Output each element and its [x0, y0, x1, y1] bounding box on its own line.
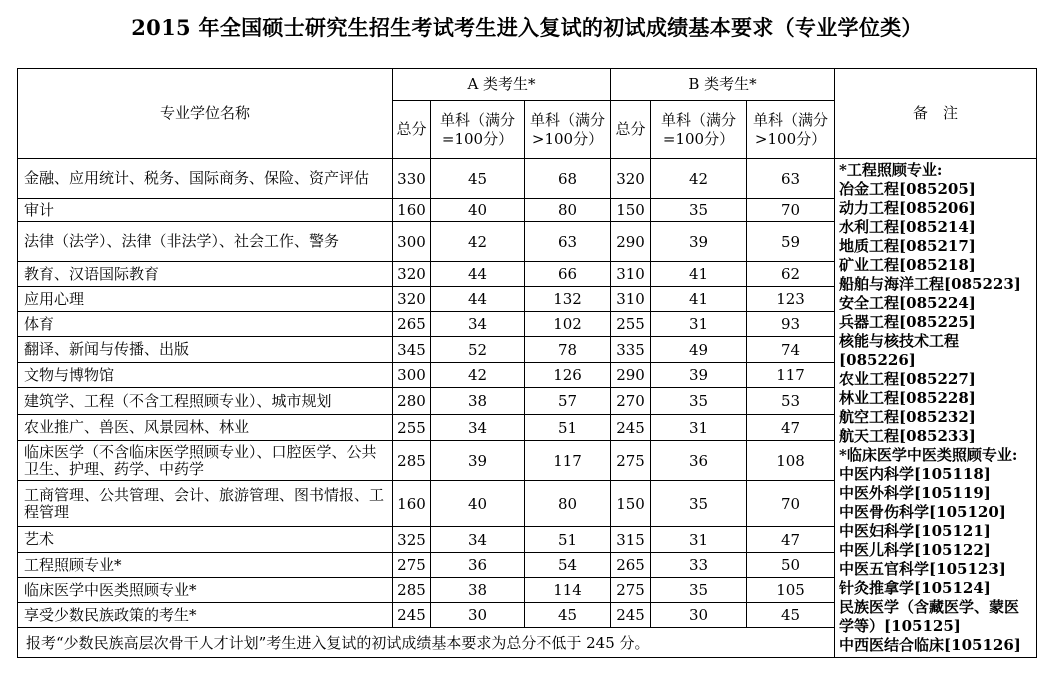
a-single-100-score: 38 [431, 388, 525, 415]
a-total-score: 285 [393, 578, 431, 603]
note-line: 中西医结合临床[105126] [839, 636, 1021, 654]
a-total-score: 325 [393, 527, 431, 553]
b-single-gt100-score: 74 [747, 337, 835, 363]
b-single-100-score: 35 [651, 388, 747, 415]
a-single-100-score: 42 [431, 363, 525, 388]
note-line: 民族医学（含藏医学、蒙医学等）[105125] [839, 598, 1020, 635]
b-single-100-score: 41 [651, 262, 747, 287]
a-single-100-score: 42 [431, 222, 525, 262]
a-single-gt100-score: 80 [525, 199, 611, 222]
b-single-gt100-score: 93 [747, 312, 835, 337]
major-name: 建筑学、工程（不含工程照顾专业）、城市规划 [18, 388, 393, 415]
note-line: 动力工程[085206] [839, 199, 976, 217]
b-single-gt100-score: 108 [747, 441, 835, 481]
note-line: 水利工程[085214] [839, 218, 976, 236]
a-total-score: 300 [393, 222, 431, 262]
a-single-100-score: 39 [431, 441, 525, 481]
note-line: *工程照顾专业: [839, 161, 943, 179]
header-a-total: 总分 [393, 101, 431, 159]
b-total-score: 265 [611, 553, 651, 578]
note-line: 核能与核技术工程 [839, 332, 960, 350]
note-line: 安全工程[085224] [839, 294, 976, 312]
a-single-100-score: 44 [431, 287, 525, 312]
a-single-100-score: 40 [431, 481, 525, 527]
b-total-score: 335 [611, 337, 651, 363]
b-single-gt100-score: 70 [747, 199, 835, 222]
major-name: 临床医学（不含临床医学照顾专业）、口腔医学、公共卫生、护理、药学、中药学 [18, 441, 393, 481]
note-line: 中医骨伤科学[105120] [839, 503, 1006, 521]
a-single-gt100-score: 54 [525, 553, 611, 578]
b-total-score: 245 [611, 415, 651, 441]
notes-cell [835, 159, 1037, 658]
note-line: 中医内科学[105118] [839, 465, 991, 483]
a-total-score: 285 [393, 441, 431, 481]
b-total-score: 270 [611, 388, 651, 415]
a-single-100-score: 34 [431, 527, 525, 553]
header-group-b: B 类考生* [611, 69, 835, 101]
a-single-gt100-score: 57 [525, 388, 611, 415]
note-line: 船舶与海洋工程[085223] [839, 275, 1021, 293]
note-line: 针灸推拿学[105124] [839, 579, 991, 597]
b-total-score: 275 [611, 578, 651, 603]
major-name: 教育、汉语国际教育 [18, 262, 393, 287]
header-b-single-100: 单科（满分=100分） [651, 101, 747, 159]
note-line: 兵器工程[085225] [839, 313, 976, 331]
b-single-gt100-score: 63 [747, 159, 835, 199]
a-total-score: 245 [393, 603, 431, 628]
b-total-score: 310 [611, 287, 651, 312]
a-total-score: 280 [393, 388, 431, 415]
b-total-score: 290 [611, 222, 651, 262]
b-total-score: 150 [611, 199, 651, 222]
a-total-score: 255 [393, 415, 431, 441]
b-single-100-score: 30 [651, 603, 747, 628]
a-single-100-score: 34 [431, 415, 525, 441]
note-line: 航空工程[085232] [839, 408, 976, 426]
a-single-gt100-score: 45 [525, 603, 611, 628]
b-single-gt100-score: 62 [747, 262, 835, 287]
b-single-100-score: 39 [651, 363, 747, 388]
b-total-score: 245 [611, 603, 651, 628]
note-line: 冶金工程[085205] [839, 180, 976, 198]
major-name: 体育 [18, 312, 393, 337]
a-total-score: 160 [393, 481, 431, 527]
major-name: 享受少数民族政策的考生* [18, 603, 393, 628]
a-total-score: 160 [393, 199, 431, 222]
a-single-100-score: 45 [431, 159, 525, 199]
b-total-score: 315 [611, 527, 651, 553]
b-single-100-score: 33 [651, 553, 747, 578]
b-single-100-score: 31 [651, 312, 747, 337]
a-single-gt100-score: 63 [525, 222, 611, 262]
b-single-gt100-score: 50 [747, 553, 835, 578]
b-single-100-score: 35 [651, 199, 747, 222]
major-name: 艺术 [18, 527, 393, 553]
b-single-100-score: 35 [651, 481, 747, 527]
b-single-gt100-score: 47 [747, 415, 835, 441]
note-line: 中医五官科学[105123] [839, 560, 1006, 578]
b-total-score: 150 [611, 481, 651, 527]
b-total-score: 310 [611, 262, 651, 287]
document-title: 2015 年全国硕士研究生招生考试考生进入复试的初试成绩基本要求（专业学位类） [131, 15, 923, 40]
a-single-100-score: 44 [431, 262, 525, 287]
a-single-100-score: 34 [431, 312, 525, 337]
note-line: 中医外科学[105119] [839, 484, 991, 502]
a-single-100-score: 40 [431, 199, 525, 222]
note-line: 航天工程[085233] [839, 427, 976, 445]
b-total-score: 290 [611, 363, 651, 388]
b-single-100-score: 41 [651, 287, 747, 312]
a-total-score: 345 [393, 337, 431, 363]
note-line: 农业工程[085227] [839, 370, 976, 388]
table-row [18, 159, 1037, 199]
note-line: 地质工程[085217] [839, 237, 976, 255]
a-single-gt100-score: 126 [525, 363, 611, 388]
b-single-gt100-score: 123 [747, 287, 835, 312]
b-single-gt100-score: 53 [747, 388, 835, 415]
a-single-gt100-score: 51 [525, 415, 611, 441]
b-single-100-score: 31 [651, 527, 747, 553]
header-notes: 备 注 [835, 69, 1037, 159]
a-single-gt100-score: 51 [525, 527, 611, 553]
b-total-score: 275 [611, 441, 651, 481]
a-single-100-score: 38 [431, 578, 525, 603]
b-single-gt100-score: 59 [747, 222, 835, 262]
note-line: *临床医学中医类照顾专业: [839, 446, 1018, 464]
note-line: 中医妇科学[105121] [839, 522, 991, 540]
b-total-score: 255 [611, 312, 651, 337]
b-single-100-score: 39 [651, 222, 747, 262]
b-single-100-score: 36 [651, 441, 747, 481]
b-single-gt100-score: 117 [747, 363, 835, 388]
major-name: 临床医学中医类照顾专业* [18, 578, 393, 603]
header-b-single-gt100: 单科（满分>100分） [747, 101, 835, 159]
major-name: 应用心理 [18, 287, 393, 312]
a-single-gt100-score: 78 [525, 337, 611, 363]
score-table [17, 68, 1037, 658]
a-total-score: 275 [393, 553, 431, 578]
a-total-score: 320 [393, 287, 431, 312]
major-name: 翻译、新闻与传播、出版 [18, 337, 393, 363]
a-total-score: 265 [393, 312, 431, 337]
a-single-gt100-score: 117 [525, 441, 611, 481]
note-line: 林业工程[085228] [839, 389, 976, 407]
b-single-100-score: 49 [651, 337, 747, 363]
note-line: 中医儿科学[105122] [839, 541, 991, 559]
b-single-gt100-score: 105 [747, 578, 835, 603]
a-single-gt100-score: 66 [525, 262, 611, 287]
a-single-gt100-score: 114 [525, 578, 611, 603]
header-a-single-gt100: 单科（满分>100分） [525, 101, 611, 159]
a-total-score: 300 [393, 363, 431, 388]
b-single-gt100-score: 47 [747, 527, 835, 553]
header-group-a: A 类考生* [393, 69, 611, 101]
b-single-100-score: 31 [651, 415, 747, 441]
a-single-gt100-score: 80 [525, 481, 611, 527]
a-single-100-score: 30 [431, 603, 525, 628]
b-single-100-score: 35 [651, 578, 747, 603]
a-total-score: 330 [393, 159, 431, 199]
b-single-gt100-score: 70 [747, 481, 835, 527]
major-name: 农业推广、兽医、风景园林、林业 [18, 415, 393, 441]
a-single-gt100-score: 132 [525, 287, 611, 312]
footnote: 报考“少数民族高层次骨干人才计划”考生进入复试的初试成绩基本要求为总分不低于 245 分。 [18, 628, 835, 658]
a-single-100-score: 52 [431, 337, 525, 363]
major-name: 金融、应用统计、税务、国际商务、保险、资产评估 [18, 159, 393, 199]
major-name: 工商管理、公共管理、会计、旅游管理、图书情报、工程管理 [18, 481, 393, 527]
header-a-single-100: 单科（满分=100分） [431, 101, 525, 159]
major-name: 审计 [18, 199, 393, 222]
a-single-100-score: 36 [431, 553, 525, 578]
a-total-score: 320 [393, 262, 431, 287]
b-total-score: 320 [611, 159, 651, 199]
header-major-name: 专业学位名称 [18, 69, 393, 159]
header-b-total: 总分 [611, 101, 651, 159]
a-single-gt100-score: 68 [525, 159, 611, 199]
b-single-gt100-score: 45 [747, 603, 835, 628]
a-single-gt100-score: 102 [525, 312, 611, 337]
major-name: 文物与博物馆 [18, 363, 393, 388]
major-name: 工程照顾专业* [18, 553, 393, 578]
note-line: [085226] [839, 351, 916, 369]
major-name: 法律（法学）、法律（非法学）、社会工作、警务 [18, 222, 393, 262]
b-single-100-score: 42 [651, 159, 747, 199]
note-line: 矿业工程[085218] [839, 256, 976, 274]
